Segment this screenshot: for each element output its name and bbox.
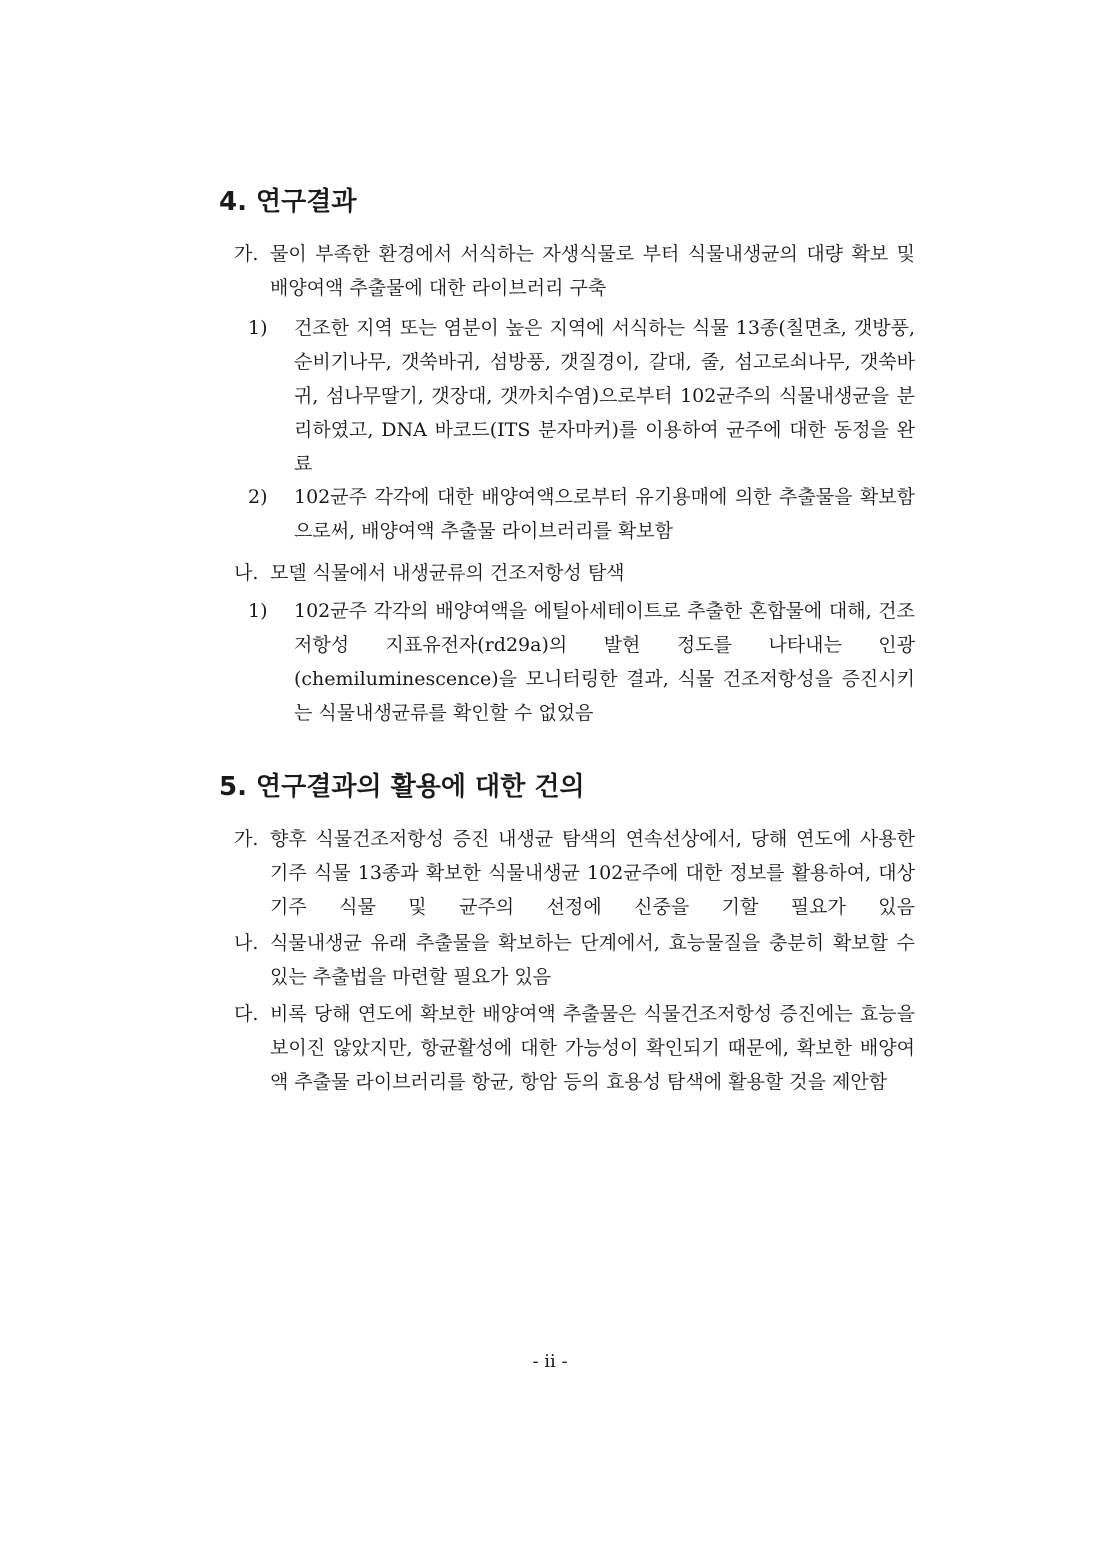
list-marker: 다. xyxy=(234,1003,259,1025)
list-marker: 나. xyxy=(234,932,259,954)
list-item-text: 102균주 각각의 배양여액을 에틸아세테이트로 추출한 혼합물에 대해, 건조저항성 지표유전자(rd29a)의 발현 정도를 나타내는 인광(chemiluminescence)을 모니터링한 결과, 식물 건조저항성을 증진시키는 식물내생균류를 확인할 수 없었음 xyxy=(294,600,915,724)
list-item-text: 비록 당해 연도에 확보한 배양여액 추출물은 식물건조저항성 증진에는 효능을 보이진 않았지만, 항균활성에 대한 가능성이 확인되기 때문에, 확보한 배양여액 추출물 라이브러리를 항균, 항암 등의 효용성 탐색에 활용할 것을 제안함 xyxy=(270,1003,915,1093)
section-4-item-na-sub-1 xyxy=(234,594,915,730)
section-4-item-na xyxy=(234,556,915,590)
section-5-item-da xyxy=(234,997,915,1099)
list-marker: 나. xyxy=(234,562,259,584)
list-marker: 1) xyxy=(248,317,268,339)
section-4-title: 4. 연구결과 xyxy=(219,187,357,217)
list-item-text: 물이 부족한 환경에서 서식하는 자생식물로 부터 식물내생균의 대량 확보 및 배양여액 추출물에 대한 라이브러리 구축 xyxy=(270,243,915,299)
list-item-text: 102균주 각각에 대한 배양여액으로부터 유기용매에 의한 추출물을 확보함으로써, 배양여액 추출물 라이브러리를 확보함 xyxy=(294,486,915,542)
list-marker: 2) xyxy=(248,486,268,508)
list-item-text: 식물내생균 유래 추출물을 확보하는 단계에서, 효능물질을 충분히 확보할 수 있는 추출법을 마련할 필요가 있음 xyxy=(270,932,915,988)
section-5-item-na xyxy=(234,926,915,994)
list-item-text: 모델 식물에서 내생균류의 건조저항성 탐색 xyxy=(270,562,625,584)
section-4-item-ga-sub-1 xyxy=(234,311,915,481)
section-5-title: 5. 연구결과의 활용에 대한 건의 xyxy=(219,772,585,802)
list-marker: 1) xyxy=(248,600,268,622)
section-4-item-ga-sub-2 xyxy=(234,480,915,548)
section-5-item-ga xyxy=(234,822,915,924)
section-4-item-ga xyxy=(234,237,915,305)
list-marker: 가. xyxy=(234,828,259,850)
page-number: - ii - xyxy=(532,1351,568,1372)
list-item-text: 향후 식물건조저항성 증진 내생균 탐색의 연속선상에서, 당해 연도에 사용한 기주 식물 13종과 확보한 식물내생균 102균주에 대한 정보를 활용하여, 대상 기주 식물 및 균주의 선정에 신중을 기할 필요가 있음 xyxy=(270,828,915,918)
list-item-text: 건조한 지역 또는 염분이 높은 지역에 서식하는 식물 13종(칠면초, 갯방풍, 순비기나무, 갯쑥바귀, 섬방풍, 갯질경이, 갈대, 줄, 섬고로쇠나무, 갯쑥바귀, 섬나무딸기, 갯장대, 갯까치수염)으로부터 102균주의 식물내생균을 분리하였고, DNA 바코드(ITS 분자마커)를 이용하여 균주에 대한 동정을 완료 xyxy=(294,317,915,475)
list-marker: 가. xyxy=(234,243,259,265)
